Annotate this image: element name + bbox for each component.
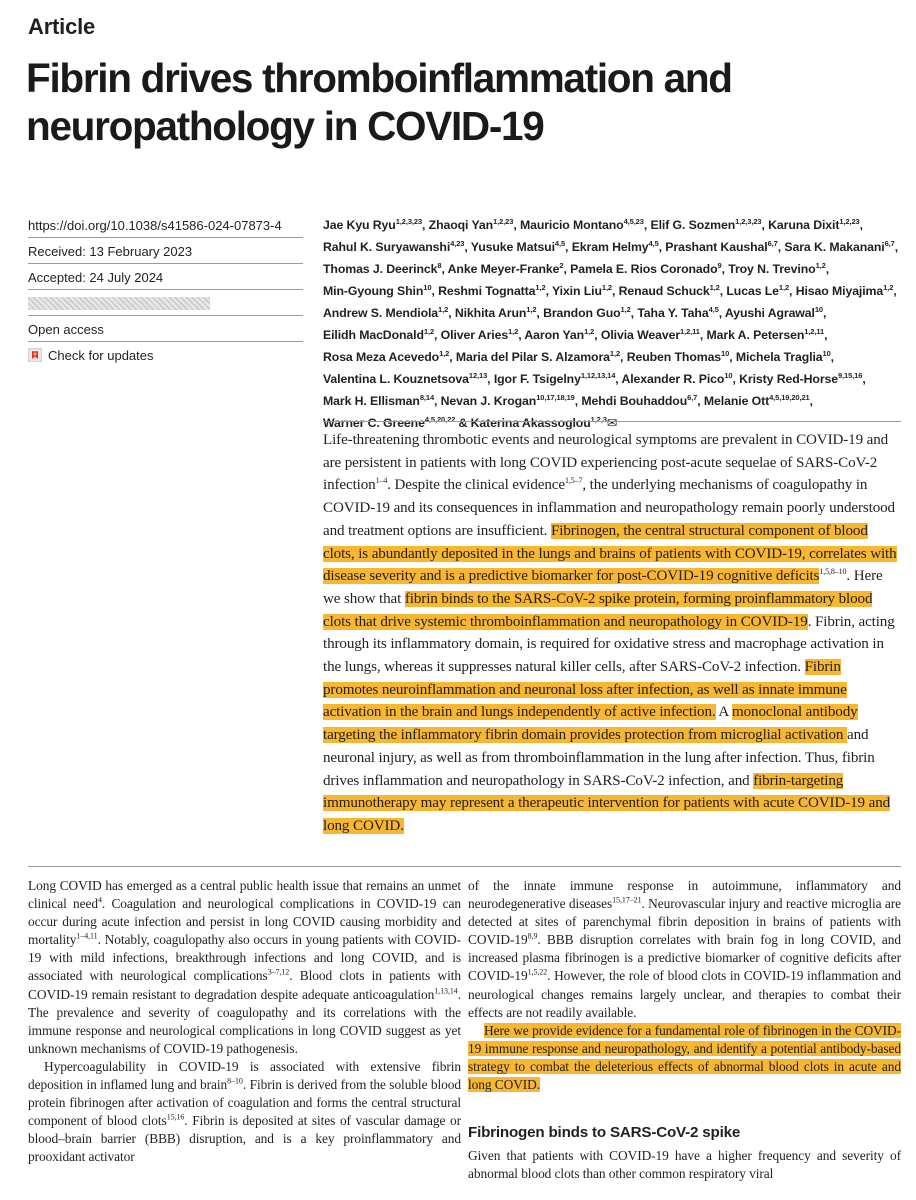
- author-affiliation: 4,23: [450, 239, 465, 248]
- author-text: Ayushi Agrawal: [724, 306, 815, 321]
- abstract-text: . Fibrin, acting through its inflammatory domain, is required for oxidative stress and macrophage activation in the lungs, whereas it suppresses natural killer cells, after SARS-CoV-2 infection.: [323, 613, 895, 676]
- author-name[interactable]: [438, 284, 545, 298]
- author-affiliation: 8: [437, 261, 442, 270]
- author-text: Min-Gyoung Shin: [323, 284, 424, 299]
- body-column-left: [28, 877, 461, 1167]
- author-list: [323, 213, 903, 433]
- author-conjunction: &: [458, 416, 471, 431]
- author-affiliation: 12,13: [468, 371, 488, 380]
- abstract-text: . Here we show that: [323, 568, 883, 607]
- author-text: Nikhita Arun: [454, 306, 527, 321]
- author-name[interactable]: [323, 218, 422, 232]
- author-name[interactable]: [471, 240, 565, 254]
- author-affiliation: 4,5,23: [623, 217, 644, 226]
- author-separator: ,: [574, 394, 582, 409]
- author-separator: ,: [513, 218, 520, 233]
- author-affiliation: 1,2: [601, 283, 613, 292]
- author-text: Kristy Red-Horse: [739, 372, 838, 387]
- citation-ref[interactable]: 8,9: [527, 931, 538, 941]
- author-text: Sara K. Makanani: [784, 240, 885, 255]
- author-name[interactable]: [552, 284, 612, 298]
- author-affiliation: 10: [724, 371, 733, 380]
- author-name[interactable]: [637, 306, 718, 320]
- author-affiliation: 1,2,3,23: [395, 217, 423, 226]
- author-text: Karuna Dixit: [768, 218, 840, 233]
- author-name[interactable]: [621, 372, 732, 386]
- author-separator: ,: [615, 372, 622, 387]
- author-name[interactable]: [706, 327, 828, 343]
- author-affiliation: 1,2,11: [680, 327, 700, 336]
- citation-ref[interactable]: 1,5–7: [564, 476, 583, 486]
- accepted-date: Accepted: 24 July 2024: [28, 270, 308, 296]
- title-line: Fibrin drives thromboinflammation and: [26, 55, 732, 101]
- author-affiliation: 1,2,11: [804, 327, 825, 336]
- author-text: Brandon Guo: [543, 306, 621, 321]
- body-paragraph: [28, 877, 461, 1058]
- author-name[interactable]: [570, 262, 721, 276]
- author-name[interactable]: [494, 372, 615, 386]
- author-name[interactable]: [726, 284, 789, 298]
- author-separator: ,: [441, 262, 448, 277]
- doi-link[interactable]: https://doi.org/10.1038/s41586-024-07873-4: [28, 218, 308, 244]
- body-text: . Notably, coagulopathy also occurs in young patients with COVID-19 with mild infections, breakthrough infections and long COVID, and is associated with neurological complications: [28, 932, 461, 984]
- citation-ref[interactable]: 15,16: [166, 1112, 185, 1122]
- received-date: Received: 13 February 2023: [28, 244, 308, 270]
- author-affiliation: 1,2: [620, 305, 631, 314]
- author-affiliation: 10: [423, 283, 432, 292]
- author-separator: ,: [563, 262, 571, 277]
- author-name[interactable]: [728, 262, 825, 276]
- author-name[interactable]: [739, 372, 862, 386]
- body-text: . Fibrin is deposited at sites of vascular damage or blood–brain barrier (BBB) disruption, and is a key proinflammatory and prooxidant activator: [28, 1113, 461, 1165]
- author-text: Mark A. Petersen: [706, 328, 805, 343]
- author-separator: ,: [518, 328, 525, 343]
- author-text: Igor F. Tsigelny: [493, 372, 581, 387]
- author-separator: ,: [612, 284, 619, 299]
- body-text: . However, the role of blood clots in COVID-19 inflammation and neurological changes remains largely unclear, and therapies to combat their effects are not readily available.: [468, 968, 901, 1020]
- author-affiliation: 1,2: [815, 261, 826, 270]
- author-affiliation: 4,5: [554, 239, 566, 248]
- author-affiliation: 9,15,16: [837, 371, 863, 380]
- author-separator: ,: [449, 350, 456, 365]
- author-text: Olivia Weaver: [600, 328, 681, 343]
- author-affiliation: 1,2: [709, 283, 720, 292]
- author-separator: ,: [721, 262, 729, 277]
- author-text: Yusuke Matsui: [470, 240, 555, 255]
- author-separator: ,: [830, 350, 834, 365]
- author-text: Taha Y. Taha: [637, 306, 709, 321]
- check-for-updates-icon: [28, 348, 42, 362]
- author-separator: ,: [862, 372, 866, 387]
- author-text: Maria del Pilar S. Alzamora: [455, 350, 610, 365]
- author-name[interactable]: [323, 394, 434, 408]
- author-name[interactable]: [441, 394, 575, 408]
- author-separator: ,: [824, 328, 828, 343]
- author-text: Mehdi Bouhaddou: [581, 394, 688, 409]
- author-name[interactable]: [524, 328, 594, 342]
- author-text: Valentina L. Kouznetsova: [323, 372, 469, 387]
- author-name[interactable]: [456, 350, 620, 364]
- author-name[interactable]: [455, 306, 537, 320]
- author-name[interactable]: [572, 240, 659, 254]
- author-affiliation: 1,2: [883, 283, 894, 292]
- author-name[interactable]: [736, 350, 831, 364]
- author-affiliation: 1,2: [609, 349, 621, 358]
- title-line: neuropathology in COVID-19: [26, 103, 544, 149]
- author-text: Reshmi Tognatta: [438, 284, 536, 299]
- body-paragraph: [468, 877, 901, 1022]
- abstract-text: A: [715, 704, 732, 721]
- author-separator: ,: [789, 284, 796, 299]
- author-separator: ,: [431, 284, 439, 299]
- author-name[interactable]: [448, 262, 564, 276]
- author-text: Oliver Aries: [440, 328, 509, 343]
- author-name[interactable]: [725, 306, 823, 320]
- article-title: [26, 54, 886, 150]
- author-affiliation: 10,17,18,19: [536, 393, 575, 402]
- body-text: of the innate immune response in autoimmune, inflammatory and neurodegenerative diseases: [468, 878, 901, 912]
- author-separator: ,: [422, 218, 429, 233]
- author-separator: ,: [761, 218, 769, 233]
- body-column-right: [468, 877, 901, 1183]
- highlighted-text: monoclonal antibody targeting the inflammatory fibrin domain provides protection from microglial activation: [323, 704, 858, 744]
- author-affiliation: 1,2: [584, 327, 595, 336]
- author-affiliation: 4,5,20,22: [424, 415, 456, 424]
- author-affiliation: 10: [822, 349, 831, 358]
- highlighted-text: fibrin binds to the SARS-CoV-2 spike protein, forming proinflammatory blood clots that drive systemic thromboinflammation and neuropathology in COVID-19: [323, 590, 873, 630]
- author-name[interactable]: [441, 328, 519, 342]
- author-text: Katerina Akassoglou: [470, 416, 591, 431]
- author-separator: ,: [545, 284, 552, 299]
- author-text: Mark H. Ellisman: [323, 394, 420, 409]
- author-text: Reuben Thomas: [626, 350, 722, 365]
- author-name[interactable]: [601, 328, 700, 342]
- author-name[interactable]: [581, 394, 697, 408]
- author-name[interactable]: [323, 350, 449, 364]
- author-text: Melanie Ott: [703, 394, 770, 409]
- author-text: Troy N. Trevino: [728, 262, 816, 277]
- author-name[interactable]: [543, 306, 631, 320]
- redacted-field: [28, 296, 308, 322]
- author-separator: ,: [697, 394, 704, 409]
- author-text: Yixin Liu: [551, 284, 602, 299]
- author-separator: ,: [729, 350, 736, 365]
- author-name[interactable]: [795, 283, 897, 299]
- body-paragraph: [28, 1058, 461, 1167]
- author-name[interactable]: [323, 306, 448, 320]
- abstract-text: Life-threatening thrombotic events and neurological symptoms are prevalent in COVID-19 and are persistent in patients with long COVID experiencing post-acute sequelae of SARS-CoV-2 infection: [323, 432, 889, 494]
- body-text: Long COVID has emerged as a central public health issue that remains an unmet clinical need: [28, 878, 461, 912]
- author-separator: ,: [719, 284, 727, 299]
- author-affiliation: 9: [717, 261, 722, 270]
- author-affiliation: 2: [559, 261, 564, 270]
- author-text: Michela Traglia: [735, 350, 823, 365]
- body-text: . BBB disruption correlates with brain fog in long COVID, and increased plasma fibrinogen is a predictive biomarker of cognitive deficits after COVID-19: [468, 932, 901, 984]
- open-access-label: Open access: [28, 322, 308, 348]
- body-divider: [28, 866, 901, 867]
- author-text: Mauricio Montano: [519, 218, 624, 233]
- author-name[interactable]: [665, 240, 777, 254]
- author-separator: ,: [487, 372, 494, 387]
- author-separator: ,: [643, 218, 651, 233]
- author-separator: ,: [536, 306, 544, 321]
- author-text: Andrew S. Mendiola: [323, 306, 439, 321]
- author-name[interactable]: [323, 262, 441, 276]
- citation-ref[interactable]: 1,13,14: [434, 986, 458, 996]
- author-separator: ,: [825, 262, 830, 277]
- abstract-text: , the underlying mechanisms of coagulopathy in COVID-19 and its consequences in inflammation and neuropathology remain poorly understood and treatment options are insufficient.: [323, 477, 895, 539]
- section-heading: Fibrinogen binds to SARS-CoV-2 spike: [468, 1124, 741, 1142]
- author-text: Aaron Yan: [524, 328, 585, 343]
- author-affiliation: 4,5: [708, 305, 719, 314]
- author-separator: ,: [630, 306, 638, 321]
- author-affiliation: 6,7: [884, 239, 895, 248]
- author-text: Ekram Helmy: [571, 240, 649, 255]
- author-affiliation: 6,7: [767, 239, 778, 248]
- check-updates-link[interactable]: [28, 348, 308, 374]
- citation-ref[interactable]: 15,17–21: [612, 895, 642, 905]
- author-separator: ,: [434, 394, 441, 409]
- author-name[interactable]: [784, 240, 894, 254]
- body-text: . Fibrin is derived from the soluble blood protein fibrinogen after activation of coagulation and forms the central structural component of blood clots: [28, 1077, 461, 1129]
- author-affiliation: 1,2,3: [590, 415, 607, 424]
- author-text: Rosa Meza Acevedo: [323, 350, 440, 365]
- citation-ref[interactable]: 3–7,12: [267, 968, 290, 977]
- citation-ref[interactable]: 1,5,8–10: [819, 567, 847, 577]
- author-separator: ,: [699, 328, 707, 343]
- abstract-text: and neuronal injury, as well as from thromboinflammation in the lung after infection. Thus, fibrin drives inflammation and neuropathology in SARS-CoV-2 infection, and: [323, 727, 875, 789]
- author-separator: ,: [718, 306, 725, 321]
- author-text: Alexander R. Pico: [621, 372, 725, 387]
- abstract-text: . Despite the clinical evidence: [387, 477, 565, 494]
- author-text: Thomas J. Deerinck: [323, 262, 438, 277]
- citation-ref[interactable]: 1,5,22: [527, 968, 548, 977]
- author-name[interactable]: [323, 372, 487, 386]
- author-separator: ,: [893, 284, 897, 299]
- article-type-label: Article: [28, 14, 96, 39]
- body-text: Hypercoagulability in COVID-19 is associated with extensive fibrin deposition in inflamed lung and brain: [28, 1058, 461, 1093]
- author-affiliation: 10: [721, 349, 730, 358]
- citation-ref[interactable]: 8–10: [227, 1076, 243, 1086]
- author-affiliation: 1,2,23: [493, 217, 514, 226]
- author-separator: ,: [448, 306, 455, 321]
- author-text: Elif G. Sozmen: [650, 218, 736, 233]
- author-text: Rahul K. Suryawanshi: [323, 240, 451, 255]
- body-text: . Neurovascular injury and reactive microglia are detected at sites of parenchymal fibrin deposition in brains of patients with COVID-19: [468, 896, 902, 948]
- author-name[interactable]: [471, 416, 617, 430]
- author-separator: ,: [565, 240, 572, 255]
- author-affiliation: 8,14: [419, 393, 435, 402]
- body-text: . The prevalence and severity of coagulopathy and its correlations with the immune response and neurological complications in long COVID suggest as yet unknown mechanisms of COVID-19 pathogenesis.: [28, 986, 461, 1056]
- citation-ref[interactable]: 4: [98, 895, 102, 905]
- author-affiliation: 4,5: [648, 239, 659, 248]
- author-separator: ,: [658, 240, 666, 255]
- author-name[interactable]: [323, 240, 464, 254]
- email-icon[interactable]: ✉: [606, 416, 618, 431]
- author-text: Nevan J. Krogan: [440, 394, 537, 409]
- body-text: . Blood clots in patients with COVID-19 remain resistant to degradation despite adequate anticoagulation: [28, 968, 461, 1002]
- author-affiliation: 1,2,3,23: [735, 217, 762, 226]
- highlighted-text: fibrin-targeting immunotherapy may represent a therapeutic intervention for patients with acute COVID-19 and long COVID.: [323, 772, 891, 834]
- article-metadata: [28, 218, 308, 374]
- abstract-divider: [323, 421, 901, 422]
- author-affiliation: 1,2: [526, 305, 537, 314]
- author-affiliation: 1,2,23: [839, 217, 860, 226]
- author-text: Eilidh MacDonald: [323, 328, 424, 343]
- author-name[interactable]: [650, 218, 761, 232]
- author-separator: ,: [594, 328, 601, 343]
- author-affiliation: 1,2: [508, 327, 519, 336]
- author-name[interactable]: [619, 284, 720, 298]
- author-text: Zhaoqi Yan: [428, 218, 494, 233]
- author-affiliation: 1,12,13,14: [580, 371, 616, 380]
- author-separator: ,: [859, 218, 863, 233]
- author-separator: ,: [464, 240, 471, 255]
- author-separator: ,: [732, 372, 740, 387]
- body-paragraph: Given that patients with COVID-19 have a higher frequency and severity of abnormal blood clots than other common respiratory viral: [468, 1148, 901, 1182]
- author-separator: ,: [434, 328, 441, 343]
- author-text: Renaud Schuck: [618, 284, 710, 299]
- author-text: Warner C. Greene: [323, 416, 425, 431]
- author-text: Jae Kyu Ryu: [323, 218, 396, 233]
- author-name[interactable]: [323, 416, 455, 430]
- author-name[interactable]: [429, 218, 514, 232]
- check-updates-label: Check for updates: [48, 348, 154, 363]
- author-name[interactable]: [323, 328, 434, 342]
- author-name[interactable]: [704, 394, 810, 408]
- body-text: . Coagulation and neurological complications in COVID-19 can occur during acute infection and persist in long COVID causing morbidity and mortality: [28, 896, 461, 948]
- author-text: Lucas Le: [726, 284, 779, 299]
- author-separator: ,: [620, 350, 627, 365]
- author-affiliation: 1,2: [778, 283, 790, 292]
- author-affiliation: 6,7: [687, 393, 698, 402]
- author-name[interactable]: [627, 350, 730, 364]
- citation-ref[interactable]: 1–4: [375, 476, 388, 486]
- author-affiliation: 1,2: [535, 283, 546, 292]
- author-name[interactable]: [768, 218, 860, 232]
- author-text: Prashant Kaushal: [665, 240, 768, 255]
- author-affiliation: 10: [814, 305, 823, 314]
- author-separator: ,: [823, 306, 827, 321]
- author-separator: ,: [809, 394, 813, 409]
- author-affiliation: 1,2: [423, 327, 435, 336]
- highlighted-text: Fibrin promotes neuroinflammation and neuronal loss after infection, as well as innate immune activation in the brain and lungs independently of active infection.: [323, 659, 847, 721]
- author-affiliation: 4,5,19,20,21: [769, 393, 810, 402]
- author-text: Pamela E. Rios Coronado: [570, 262, 718, 277]
- author-name[interactable]: [323, 284, 431, 298]
- body-paragraph: [468, 1022, 901, 1094]
- author-affiliation: 1,2: [438, 305, 449, 314]
- abstract: [323, 429, 898, 838]
- author-separator: ,: [894, 240, 899, 255]
- highlighted-text: Here we provide evidence for a fundamental role of fibrinogen in the COVID-19 immune response and neuropathology, and identify a potential antibody-based strategy to combat the deleterious effects of abnormal blood clots in acute and long COVID.: [468, 1022, 901, 1093]
- redacted-block: [28, 297, 210, 310]
- author-text: Hisao Miyajima: [795, 284, 884, 299]
- author-text: Anke Meyer-Franke: [447, 262, 560, 277]
- author-separator: ,: [777, 240, 785, 255]
- author-affiliation: 1,2: [439, 349, 450, 358]
- citation-ref[interactable]: 1–4,11: [76, 931, 98, 941]
- author-name[interactable]: [520, 218, 644, 232]
- highlighted-text: Fibrinogen, the central structural component of blood clots, is abundantly deposited in the lungs and brains of patients with COVID-19, correlates with disease severity and is a predictive biomarker for post-COVID-19 cognitive deficits: [323, 522, 897, 585]
